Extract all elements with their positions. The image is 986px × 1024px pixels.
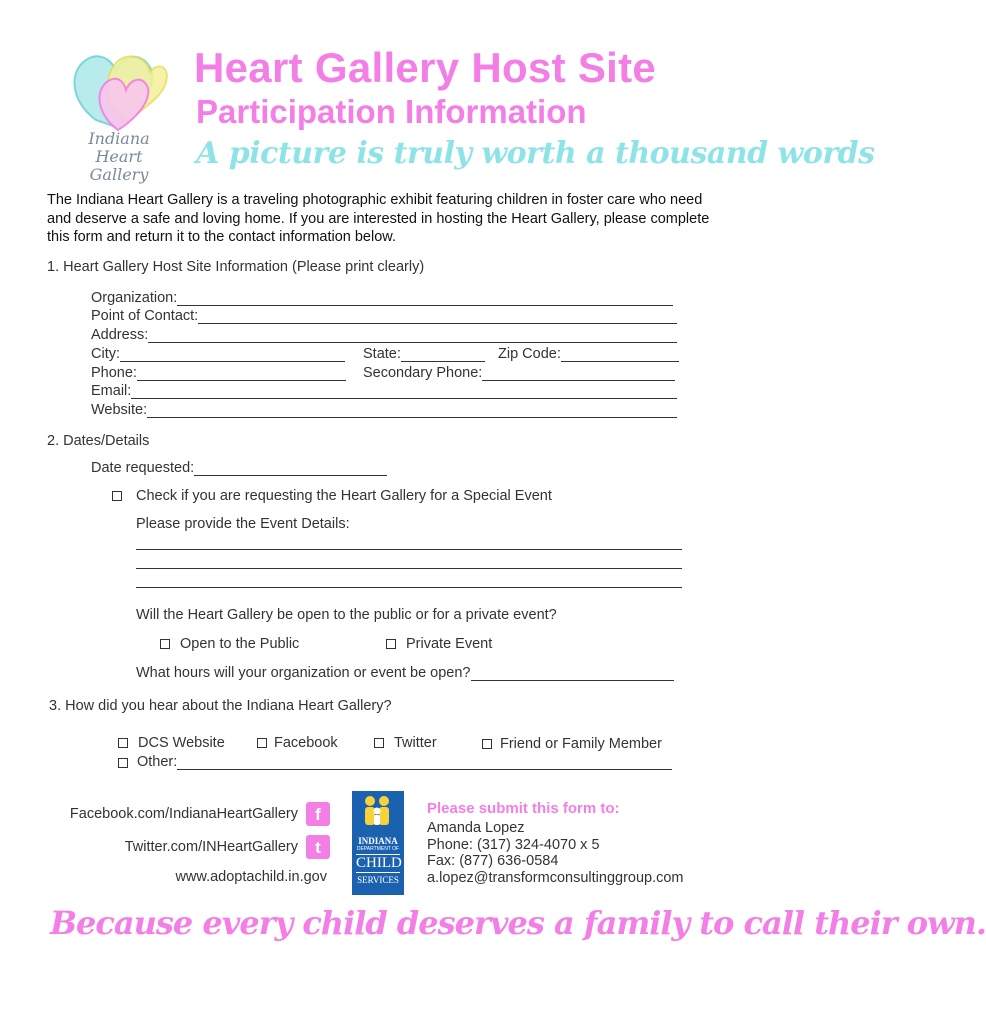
address-line[interactable]	[148, 328, 677, 343]
website-field[interactable]	[91, 402, 677, 418]
page-title: Heart Gallery Host Site	[194, 44, 657, 91]
address-field[interactable]	[91, 327, 677, 343]
zip-line[interactable]	[561, 347, 679, 362]
open-public-label: Open to the Public	[180, 636, 300, 652]
private-event-label: Private Event	[406, 636, 493, 652]
state-line[interactable]	[401, 347, 485, 362]
twitter-link[interactable]: Twitter.com/INHeartGallery	[124, 839, 298, 855]
website-label: Website:	[91, 402, 148, 418]
option-twitter[interactable]	[374, 735, 437, 751]
email-field[interactable]	[91, 383, 677, 399]
state-field[interactable]	[363, 346, 485, 362]
organization-label: Organization:	[91, 290, 178, 306]
other-line[interactable]	[177, 755, 672, 770]
dcs-website-checkbox[interactable]	[118, 738, 128, 748]
zip-label: Zip Code:	[498, 346, 561, 362]
contact-name: Amanda Lopez	[427, 820, 525, 836]
option-facebook[interactable]	[257, 735, 338, 751]
other-field[interactable]	[118, 754, 672, 770]
special-event-checkbox[interactable]	[112, 491, 122, 501]
secondary-phone-label: Secondary Phone:	[363, 365, 483, 381]
friend-family-label: Friend or Family Member	[500, 736, 662, 752]
city-field[interactable]	[91, 346, 345, 362]
dcs-line-4: SERVICES	[357, 875, 399, 885]
city-label: City:	[91, 346, 120, 362]
hours-line[interactable]	[471, 666, 674, 681]
private-event-checkbox[interactable]	[386, 639, 396, 649]
logo-text	[66, 130, 172, 184]
twitter-icon[interactable]: t	[306, 835, 330, 859]
section3-title: 3. How did you hear about the Indiana Heart Gallery?	[49, 698, 392, 714]
event-details-label: Please provide the Event Details:	[136, 516, 350, 532]
dcs-line-2: DEPARTMENT OF	[356, 846, 400, 852]
special-event-label: Check if you are requesting the Heart Gallery for a Special Event	[136, 488, 552, 504]
friend-family-checkbox[interactable]	[482, 739, 492, 749]
date-requested-label: Date requested:	[91, 460, 195, 476]
open-public-option[interactable]	[160, 636, 299, 652]
date-requested-field[interactable]	[91, 460, 387, 476]
zip-field[interactable]	[498, 346, 679, 362]
website-link[interactable]: www.adoptachild.in.gov	[175, 869, 327, 885]
footer-slogan: Because every child deserves a family to call their own.	[50, 904, 986, 942]
dcs-line-1: INDIANA	[358, 836, 398, 846]
twitter-label: Twitter	[394, 735, 437, 751]
phone-field[interactable]	[91, 365, 346, 381]
contact-field[interactable]	[91, 308, 677, 324]
event-details-line-3[interactable]	[136, 587, 682, 588]
address-label: Address:	[91, 327, 149, 343]
contact-phone: Phone: (317) 324-4070 x 5	[427, 837, 600, 853]
other-label: Other:	[137, 754, 178, 770]
email-line[interactable]	[131, 384, 677, 399]
section2-title: 2. Dates/Details	[47, 433, 150, 449]
public-private-question: Will the Heart Gallery be open to the public or for a private event?	[136, 607, 557, 623]
contact-line[interactable]	[198, 309, 677, 324]
contact-fax: Fax: (877) 636-0584	[427, 853, 559, 869]
state-label: State:	[363, 346, 401, 362]
tagline: A picture is truly worth a thousand words	[196, 136, 875, 171]
website-line[interactable]	[147, 403, 677, 418]
phone-line[interactable]	[137, 366, 346, 381]
secondary-phone-line[interactable]	[482, 366, 675, 381]
dcs-figures-icon	[352, 791, 404, 831]
event-details-line-2[interactable]	[136, 568, 682, 569]
date-requested-line[interactable]	[194, 461, 387, 476]
other-checkbox[interactable]	[118, 758, 128, 768]
private-event-option[interactable]	[386, 636, 492, 652]
page-subtitle: Participation Information	[196, 93, 587, 130]
special-event-option[interactable]	[112, 488, 552, 504]
open-public-checkbox[interactable]	[160, 639, 170, 649]
twitter-checkbox[interactable]	[374, 738, 384, 748]
contact-email[interactable]: a.lopez@transformconsultinggroup.com	[427, 870, 684, 886]
event-details-line-1[interactable]	[136, 549, 682, 550]
contact-label: Point of Contact:	[91, 308, 199, 324]
dcs-website-label: DCS Website	[138, 735, 225, 751]
section1-title: 1. Heart Gallery Host Site Information (Please print clearly)	[47, 259, 425, 275]
city-line[interactable]	[120, 347, 345, 362]
organization-line[interactable]	[177, 291, 673, 306]
option-dcs-website[interactable]	[118, 735, 225, 751]
hours-label: What hours will your organization or event be open?	[136, 665, 471, 681]
option-friend-family[interactable]	[482, 736, 662, 752]
dcs-line-3: CHILD	[356, 855, 402, 871]
submit-heading: Please submit this form to:	[427, 800, 620, 817]
facebook-label: Facebook	[274, 735, 338, 751]
logo-line-1: Indiana	[88, 129, 150, 148]
intro-paragraph: The Indiana Heart Gallery is a traveling photographic exhibit featuring children in foster care who need and deserve a safe and loving home. If you are interested in hosting the Heart Gallery, please complete this form and return it to the contact information below.	[47, 192, 710, 245]
secondary-phone-field[interactable]	[363, 365, 675, 381]
organization-field[interactable]	[91, 290, 673, 306]
hours-field[interactable]	[136, 665, 674, 681]
email-label: Email:	[91, 383, 132, 399]
logo-line-2: Heart Gallery	[89, 147, 149, 184]
facebook-link[interactable]: Facebook.com/IndianaHeartGallery	[69, 806, 298, 822]
facebook-icon[interactable]: f	[306, 802, 330, 826]
facebook-checkbox[interactable]	[257, 738, 267, 748]
phone-label: Phone:	[91, 365, 137, 381]
dcs-logo	[352, 791, 404, 895]
